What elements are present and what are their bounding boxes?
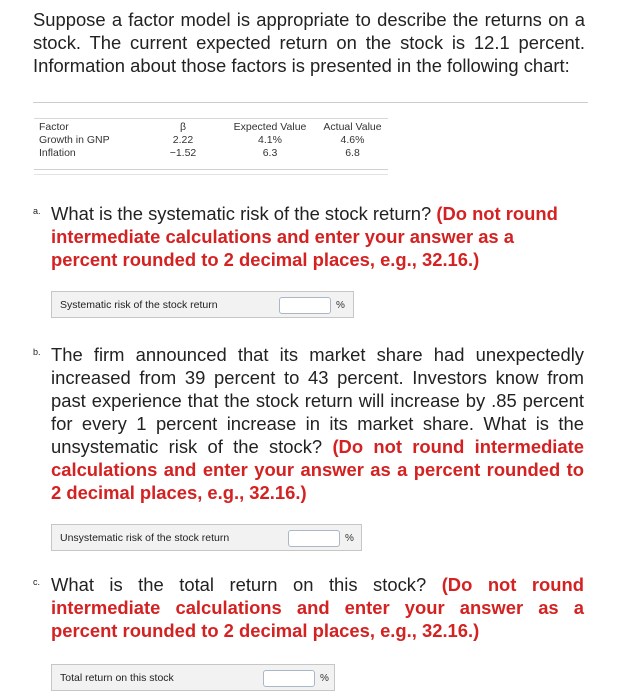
- systematic-risk-input[interactable]: [279, 297, 331, 314]
- question-b-prompt: The firm announced that its market share had unexpectedly increased from 39 percent to 43 percent. Investors know from past experience that the stock return will increase by .85 percent for every 1 percent increase in its market share. What is the unsystematic risk of the stock?: [51, 344, 584, 457]
- question-a-text: [51, 202, 584, 271]
- question-c-instruction: (Do not round intermediate calculations and enter your answer as a percent rounded to 2 decimal places, e.g., 32.16.): [51, 574, 584, 641]
- question-letter-a: a.: [33, 206, 41, 216]
- unsystematic-risk-input[interactable]: [288, 530, 340, 547]
- factor-beta: 2.22: [172, 134, 194, 146]
- factor-table: [34, 118, 388, 160]
- header-expected-value: Expected Value: [233, 121, 307, 133]
- question-b-instruction: (Do not round intermediate calculations and enter your answer as a percent rounded to 2 decimal places, e.g., 32.16.): [51, 436, 584, 503]
- table-row: [34, 134, 388, 147]
- percent-unit: %: [336, 300, 345, 311]
- question-letter-c: c.: [33, 577, 41, 587]
- total-return-input[interactable]: [263, 670, 315, 687]
- question-a-prompt: What is the systematic risk of the stock return?: [51, 203, 437, 224]
- question-c-text: [51, 573, 584, 642]
- factor-actual-value: 6.8: [345, 147, 360, 159]
- question-a-instruction: (Do not round intermediate calculations and enter your answer as a percent rounded to 2 decimal places, e.g., 32.16.): [51, 203, 558, 270]
- answer-label-unsystematic-risk: Unsystematic risk of the stock return: [60, 532, 230, 544]
- table-header-row: [34, 119, 388, 134]
- factor-expected-value: 6.3: [262, 147, 278, 159]
- factor-name: Growth in GNP: [39, 134, 110, 146]
- percent-unit: %: [320, 673, 329, 684]
- answer-row-total-return: [51, 664, 335, 691]
- answer-row-unsystematic-risk: [51, 524, 362, 551]
- factor-name: Inflation: [39, 147, 76, 159]
- answer-label-systematic-risk: Systematic risk of the stock return: [60, 299, 218, 311]
- factor-actual-value: 4.6%: [340, 134, 365, 146]
- header-actual-value: Actual Value: [323, 121, 382, 133]
- header-factor: Factor: [39, 121, 69, 133]
- answer-label-total-return: Total return on this stock: [60, 672, 174, 684]
- intro-text: Suppose a factor model is appropriate to describe the returns on a stock. The current expected return on the stock is 12.1 percent. Information about those factors is presented in the following chart:: [33, 9, 585, 76]
- intro-section: [33, 8, 588, 103]
- table-row: [34, 147, 388, 160]
- table-divider: [34, 169, 388, 175]
- question-c-prompt: What is the total return on this stock?: [51, 574, 442, 595]
- percent-unit: %: [345, 533, 354, 544]
- question-b-text: [51, 343, 584, 504]
- question-letter-b: b.: [33, 347, 41, 357]
- factor-beta: −1.52: [169, 147, 197, 159]
- answer-row-systematic-risk: [51, 291, 354, 318]
- header-beta: β: [179, 121, 187, 133]
- factor-expected-value: 4.1%: [258, 134, 282, 146]
